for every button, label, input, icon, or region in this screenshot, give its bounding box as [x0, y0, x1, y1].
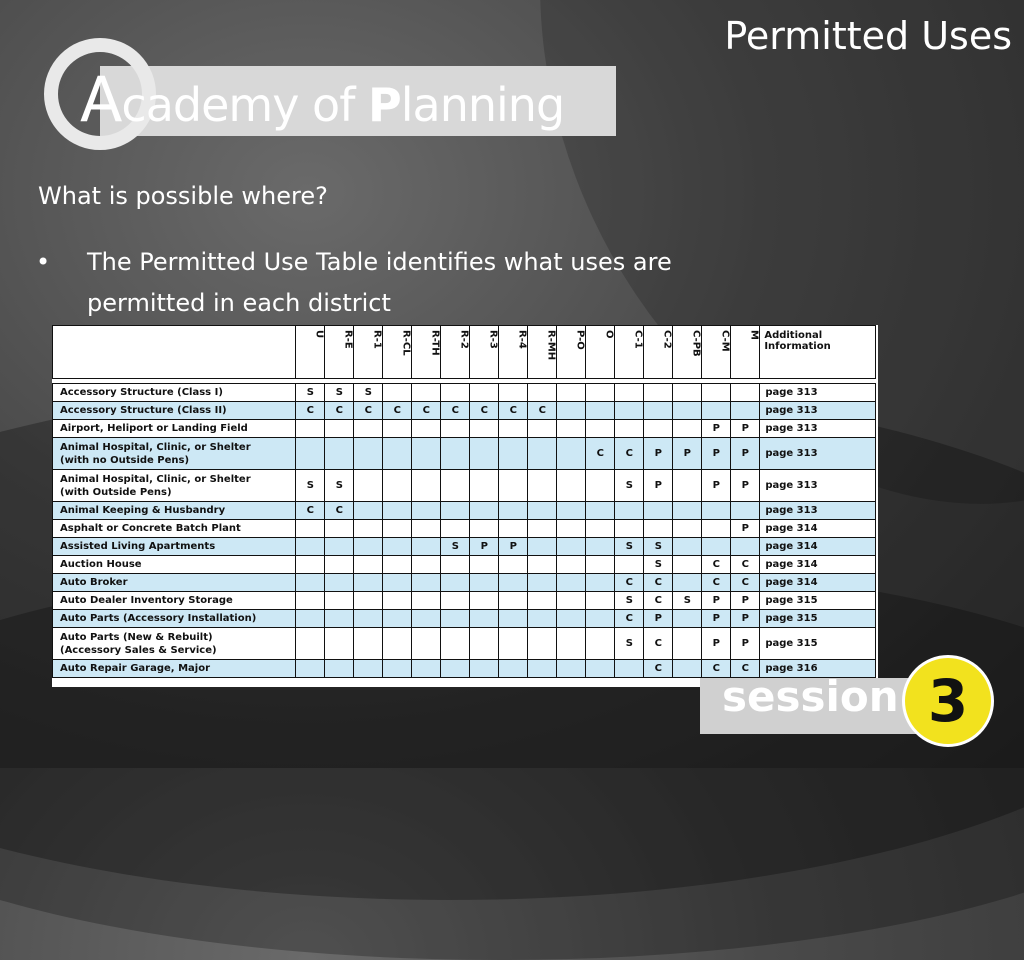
permission-cell: C: [644, 660, 673, 678]
permission-cell: [702, 520, 731, 538]
additional-info-cell: page 314: [760, 574, 876, 592]
permission-cell: [296, 628, 325, 660]
use-name-cell: Auto Parts (New & Rebuilt) (Accessory Sales & Service): [53, 628, 296, 660]
permission-cell: [325, 610, 354, 628]
table-row: [53, 470, 876, 502]
permission-cell: [586, 628, 615, 660]
permission-cell: [412, 556, 441, 574]
permission-cell: [296, 556, 325, 574]
permission-cell: S: [644, 538, 673, 556]
permission-cell: [499, 660, 528, 678]
use-name-cell: Assisted Living Apartments: [53, 538, 296, 556]
permission-cell: C: [615, 574, 644, 592]
permission-cell: [557, 628, 586, 660]
additional-info-cell: page 313: [760, 420, 876, 438]
permission-cell: [586, 610, 615, 628]
permission-cell: [354, 610, 383, 628]
permission-cell: S: [615, 538, 644, 556]
permission-cell: P: [731, 438, 760, 470]
permission-cell: [412, 592, 441, 610]
permission-cell: [731, 538, 760, 556]
permission-cell: [644, 502, 673, 520]
use-name-cell: Auto Dealer Inventory Storage: [53, 592, 296, 610]
table-row: [53, 502, 876, 520]
permission-cell: [586, 660, 615, 678]
permission-cell: [499, 384, 528, 402]
permission-cell: S: [296, 384, 325, 402]
permission-cell: [586, 556, 615, 574]
permission-cell: C: [644, 592, 673, 610]
logo-text: Academy of Planning: [80, 63, 565, 136]
permission-cell: C: [731, 660, 760, 678]
permission-cell: [557, 520, 586, 538]
permission-cell: P: [644, 470, 673, 502]
permission-cell: [441, 556, 470, 574]
table-row: [53, 438, 876, 470]
permission-cell: P: [702, 592, 731, 610]
slide-heading: What is possible where?: [38, 182, 328, 210]
permission-cell: [586, 502, 615, 520]
permission-cell: [673, 556, 702, 574]
use-table: [52, 325, 876, 678]
permission-cell: [499, 592, 528, 610]
permission-cell: [412, 470, 441, 502]
permission-cell: [325, 538, 354, 556]
permission-cell: [615, 420, 644, 438]
table-row: [53, 538, 876, 556]
use-name-cell: Accessory Structure (Class I): [53, 384, 296, 402]
academy-of-planning-logo: [40, 36, 580, 154]
permission-cell: [325, 592, 354, 610]
permission-cell: [470, 628, 499, 660]
additional-info-header: Additional Information: [760, 326, 876, 379]
permission-cell: [383, 592, 412, 610]
permission-cell: [354, 438, 383, 470]
bullet-icon: •: [36, 248, 51, 276]
slide-title: Permitted Uses: [724, 14, 1012, 58]
permission-cell: C: [383, 402, 412, 420]
permission-cell: [673, 628, 702, 660]
table-row: [53, 574, 876, 592]
permission-cell: [412, 628, 441, 660]
permission-cell: C: [702, 574, 731, 592]
permission-cell: [499, 556, 528, 574]
permission-cell: C: [296, 502, 325, 520]
permission-cell: [441, 420, 470, 438]
permission-cell: [731, 502, 760, 520]
permission-cell: S: [296, 470, 325, 502]
permission-cell: [557, 660, 586, 678]
session-label: session: [722, 672, 899, 721]
permission-cell: C: [644, 628, 673, 660]
permission-cell: C: [354, 402, 383, 420]
permission-cell: [296, 660, 325, 678]
permission-cell: [731, 384, 760, 402]
table-row: [53, 556, 876, 574]
permission-cell: [644, 520, 673, 538]
permission-cell: [296, 520, 325, 538]
permission-cell: P: [731, 420, 760, 438]
permission-cell: [528, 470, 557, 502]
additional-info-cell: page 315: [760, 610, 876, 628]
permission-cell: C: [615, 610, 644, 628]
permission-cell: C: [586, 438, 615, 470]
table-row: [53, 520, 876, 538]
table-row: [53, 628, 876, 660]
permission-cell: [557, 574, 586, 592]
permission-cell: P: [470, 538, 499, 556]
permission-cell: [412, 574, 441, 592]
permission-cell: [557, 470, 586, 502]
district-column-header: O: [586, 326, 615, 379]
permission-cell: [615, 660, 644, 678]
permission-cell: [383, 384, 412, 402]
permission-cell: C: [702, 556, 731, 574]
district-column-header: R-TH: [412, 326, 441, 379]
permission-cell: [586, 402, 615, 420]
permission-cell: P: [731, 520, 760, 538]
district-column-header: P-O: [557, 326, 586, 379]
permission-cell: [673, 538, 702, 556]
permission-cell: [644, 420, 673, 438]
permission-cell: [528, 420, 557, 438]
session-number-badge: 3: [902, 655, 994, 747]
district-column-header: R-CL: [383, 326, 412, 379]
permission-cell: S: [644, 556, 673, 574]
permission-cell: C: [731, 574, 760, 592]
additional-info-cell: page 314: [760, 556, 876, 574]
permission-cell: [412, 520, 441, 538]
district-column-header: U: [296, 326, 325, 379]
additional-info-cell: page 313: [760, 384, 876, 402]
additional-info-cell: page 313: [760, 438, 876, 470]
permission-cell: C: [702, 660, 731, 678]
permission-cell: [441, 628, 470, 660]
additional-info-cell: page 313: [760, 402, 876, 420]
permission-cell: [383, 660, 412, 678]
permission-cell: [702, 402, 731, 420]
permission-cell: [615, 556, 644, 574]
permission-cell: [383, 520, 412, 538]
additional-info-cell: page 314: [760, 520, 876, 538]
additional-info-cell: page 315: [760, 592, 876, 610]
permission-cell: [731, 402, 760, 420]
permission-cell: [296, 438, 325, 470]
permission-cell: C: [296, 402, 325, 420]
permission-cell: [586, 470, 615, 502]
permission-cell: [441, 384, 470, 402]
permission-cell: P: [644, 610, 673, 628]
permission-cell: [586, 574, 615, 592]
permission-cell: [296, 538, 325, 556]
use-name-cell: Auto Broker: [53, 574, 296, 592]
permission-cell: [470, 574, 499, 592]
permission-cell: [673, 610, 702, 628]
use-name-cell: Animal Hospital, Clinic, or Shelter (with Outside Pens): [53, 470, 296, 502]
permission-cell: [528, 556, 557, 574]
permission-cell: [673, 420, 702, 438]
permission-cell: [412, 610, 441, 628]
permission-cell: [412, 384, 441, 402]
permission-cell: [586, 384, 615, 402]
permission-cell: [499, 420, 528, 438]
permission-cell: C: [412, 402, 441, 420]
additional-info-cell: page 313: [760, 470, 876, 502]
permission-cell: P: [499, 538, 528, 556]
permission-cell: P: [731, 628, 760, 660]
permission-cell: S: [354, 384, 383, 402]
permission-cell: [383, 538, 412, 556]
permission-cell: [441, 438, 470, 470]
table-header-row: [53, 326, 876, 379]
permission-cell: S: [615, 470, 644, 502]
permission-cell: [586, 520, 615, 538]
use-name-cell: Airport, Heliport or Landing Field: [53, 420, 296, 438]
permission-cell: [557, 592, 586, 610]
permission-cell: [383, 556, 412, 574]
permission-cell: [325, 628, 354, 660]
permission-cell: P: [673, 438, 702, 470]
use-column-header: [53, 326, 296, 379]
permission-cell: [557, 438, 586, 470]
permission-cell: [528, 384, 557, 402]
permission-cell: [470, 502, 499, 520]
permission-cell: [528, 610, 557, 628]
permission-cell: [470, 470, 499, 502]
permission-cell: [383, 438, 412, 470]
permission-cell: [557, 538, 586, 556]
permission-cell: [412, 502, 441, 520]
district-column-header: R-4: [499, 326, 528, 379]
permission-cell: [470, 556, 499, 574]
use-name-cell: Animal Hospital, Clinic, or Shelter (with no Outside Pens): [53, 438, 296, 470]
permission-cell: S: [615, 592, 644, 610]
permission-cell: [470, 520, 499, 538]
permission-cell: [441, 574, 470, 592]
permission-cell: P: [731, 610, 760, 628]
permission-cell: [499, 610, 528, 628]
permission-cell: [499, 520, 528, 538]
permission-cell: [354, 660, 383, 678]
district-column-header: M: [731, 326, 760, 379]
permission-cell: [499, 574, 528, 592]
permission-cell: [673, 520, 702, 538]
table-row: [53, 384, 876, 402]
permission-cell: [383, 574, 412, 592]
permission-cell: [412, 420, 441, 438]
district-column-header: C-1: [615, 326, 644, 379]
additional-info-cell: page 316: [760, 660, 876, 678]
permission-cell: [499, 470, 528, 502]
district-column-header: C-2: [644, 326, 673, 379]
table-row: [53, 420, 876, 438]
district-column-header: R-3: [470, 326, 499, 379]
permission-cell: C: [499, 402, 528, 420]
permission-cell: C: [470, 402, 499, 420]
permission-cell: S: [441, 538, 470, 556]
permission-cell: [354, 502, 383, 520]
permission-cell: [441, 660, 470, 678]
permission-cell: P: [702, 470, 731, 502]
permission-cell: [325, 574, 354, 592]
permission-cell: [383, 610, 412, 628]
permission-cell: C: [325, 502, 354, 520]
permission-cell: [383, 628, 412, 660]
permission-cell: [557, 384, 586, 402]
additional-info-cell: page 314: [760, 538, 876, 556]
permission-cell: [383, 502, 412, 520]
permission-cell: [325, 660, 354, 678]
permission-cell: [702, 502, 731, 520]
use-name-cell: Accessory Structure (Class II): [53, 402, 296, 420]
permission-cell: [325, 556, 354, 574]
permission-cell: [644, 384, 673, 402]
use-name-cell: Animal Keeping & Husbandry: [53, 502, 296, 520]
permission-cell: [441, 592, 470, 610]
permission-cell: [557, 556, 586, 574]
permission-cell: [557, 502, 586, 520]
permission-cell: [296, 420, 325, 438]
permission-cell: [383, 420, 412, 438]
permission-cell: [557, 610, 586, 628]
permission-cell: S: [325, 384, 354, 402]
permission-cell: [470, 592, 499, 610]
permission-cell: [354, 538, 383, 556]
permission-cell: [673, 470, 702, 502]
permission-cell: [528, 538, 557, 556]
permission-cell: [528, 592, 557, 610]
permission-cell: [702, 538, 731, 556]
permission-cell: [673, 384, 702, 402]
permission-cell: [499, 502, 528, 520]
table-row: [53, 592, 876, 610]
permission-cell: P: [644, 438, 673, 470]
permission-cell: [441, 502, 470, 520]
permission-cell: C: [325, 402, 354, 420]
permission-cell: [354, 470, 383, 502]
bullet-text: The Permitted Use Table identifies what uses are permitted in each district: [87, 248, 672, 317]
permission-cell: [354, 628, 383, 660]
use-name-cell: Auto Parts (Accessory Installation): [53, 610, 296, 628]
permission-cell: [528, 502, 557, 520]
permission-cell: C: [528, 402, 557, 420]
permission-cell: [586, 538, 615, 556]
table-row: [53, 402, 876, 420]
permission-cell: [412, 438, 441, 470]
permission-cell: [673, 660, 702, 678]
permission-cell: [702, 384, 731, 402]
permission-cell: [644, 402, 673, 420]
district-column-header: C-M: [702, 326, 731, 379]
district-column-header: R-MH: [528, 326, 557, 379]
permission-cell: [354, 520, 383, 538]
permission-cell: [296, 610, 325, 628]
permission-cell: [470, 660, 499, 678]
permission-cell: P: [702, 628, 731, 660]
permission-cell: [470, 420, 499, 438]
permission-cell: C: [615, 438, 644, 470]
permission-cell: [441, 520, 470, 538]
permission-cell: [470, 610, 499, 628]
permission-cell: [296, 574, 325, 592]
permission-cell: [586, 592, 615, 610]
permission-cell: [354, 592, 383, 610]
use-name-cell: Auto Repair Garage, Major: [53, 660, 296, 678]
permission-cell: [557, 420, 586, 438]
permission-cell: P: [731, 592, 760, 610]
permission-cell: [325, 420, 354, 438]
permission-cell: [528, 660, 557, 678]
permission-cell: S: [673, 592, 702, 610]
permission-cell: [354, 574, 383, 592]
permission-cell: [499, 628, 528, 660]
permission-cell: [557, 402, 586, 420]
table-row: [53, 610, 876, 628]
permission-cell: S: [615, 628, 644, 660]
permission-cell: [412, 660, 441, 678]
additional-info-cell: page 315: [760, 628, 876, 660]
permission-cell: [470, 438, 499, 470]
permission-cell: [325, 520, 354, 538]
permission-cell: C: [441, 402, 470, 420]
permission-cell: [383, 470, 412, 502]
district-column-header: R-2: [441, 326, 470, 379]
permission-cell: [354, 556, 383, 574]
permission-cell: C: [644, 574, 673, 592]
permission-cell: [296, 592, 325, 610]
permission-cell: S: [325, 470, 354, 502]
district-column-header: R-1: [354, 326, 383, 379]
permission-cell: [673, 402, 702, 420]
permission-cell: P: [702, 420, 731, 438]
permission-cell: [528, 574, 557, 592]
permission-cell: [673, 502, 702, 520]
permission-cell: [354, 420, 383, 438]
use-name-cell: Asphalt or Concrete Batch Plant: [53, 520, 296, 538]
permission-cell: C: [731, 556, 760, 574]
permission-cell: [441, 610, 470, 628]
permission-cell: P: [702, 438, 731, 470]
permission-cell: [325, 438, 354, 470]
additional-info-cell: page 313: [760, 502, 876, 520]
permission-cell: [615, 384, 644, 402]
permitted-use-table: [52, 325, 878, 687]
use-name-cell: Auction House: [53, 556, 296, 574]
permission-cell: [615, 402, 644, 420]
permission-cell: P: [731, 470, 760, 502]
permission-cell: [412, 538, 441, 556]
permission-cell: [528, 628, 557, 660]
permission-cell: [528, 438, 557, 470]
permission-cell: [499, 438, 528, 470]
permission-cell: P: [702, 610, 731, 628]
district-column-header: C-PB: [673, 326, 702, 379]
permission-cell: [528, 520, 557, 538]
permission-cell: [586, 420, 615, 438]
district-column-header: R-E: [325, 326, 354, 379]
permission-cell: [441, 470, 470, 502]
permission-cell: [673, 574, 702, 592]
permission-cell: [470, 384, 499, 402]
permission-cell: [615, 520, 644, 538]
permission-cell: [615, 502, 644, 520]
